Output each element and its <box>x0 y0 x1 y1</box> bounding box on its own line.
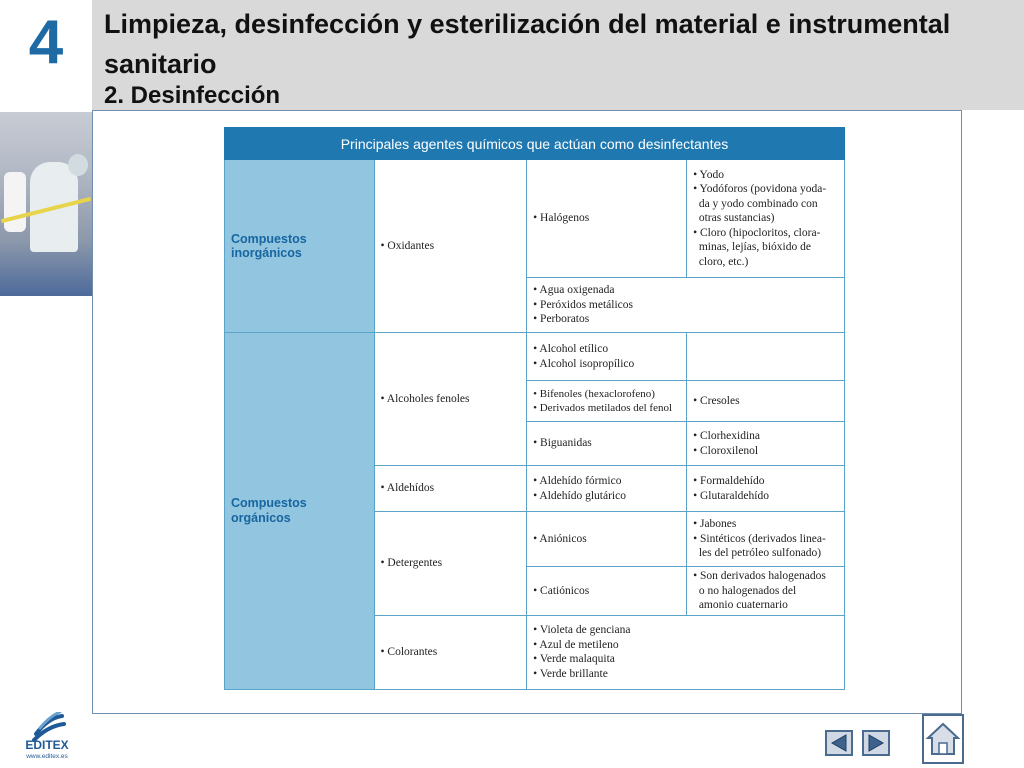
arrow-left-icon <box>827 732 851 754</box>
chapter-box <box>0 0 92 110</box>
group-organic: Compuestos orgánicos <box>225 333 375 690</box>
arrow-right-icon <box>864 732 888 754</box>
group-inorganic: Compuestos inorgánicos <box>225 160 375 333</box>
cell-alcoholes: • Alcohol etílico • Alcohol isopropílico <box>527 333 687 381</box>
home-icon <box>924 716 962 762</box>
cell-aldehidos-detail: • Formaldehído • Glutaraldehído <box>687 466 845 512</box>
photo-pillow <box>4 172 26 232</box>
cell-aldehidos: • Aldehídos <box>374 466 527 512</box>
cell-empty <box>687 333 845 381</box>
cell-bifenoles: • Bifenoles (hexaclorofeno) • Derivados metilados del fenol <box>527 381 687 422</box>
disinfectants-table <box>224 127 845 690</box>
cell-halogenos: • Halógenos <box>527 160 687 278</box>
cell-alcoholes-fenoles: • Alcoholes fenoles <box>374 333 527 466</box>
cell-cresoles: • Cresoles <box>687 381 845 422</box>
prev-button[interactable] <box>825 730 853 756</box>
cell-detergentes: • Detergentes <box>374 512 527 616</box>
cell-cationicos: • Catiónicos <box>527 567 687 616</box>
header-photo <box>0 112 92 296</box>
table-title: Principales agentes químicos que actúan como desinfectantes <box>225 128 845 160</box>
cell-oxidantes: • Oxidantes <box>374 160 527 333</box>
cell-colorantes: • Colorantes <box>374 615 527 689</box>
section-subtitle: 2. Desinfección <box>104 82 281 109</box>
page-title: Limpieza, desinfección y esterilización del material e instrumental sanitario <box>104 9 951 79</box>
photo-head <box>68 154 88 176</box>
chapter-number: 4 <box>28 8 64 77</box>
editex-logo[interactable] <box>18 708 76 766</box>
editex-brand: EDITEX <box>25 738 69 752</box>
cell-cationicos-detail: • Son derivados halogenados o no halogenados del amonio cuaternario <box>687 567 845 616</box>
cell-anionicos-detail: • Jabones • Sintéticos (derivados linea- les del petróleo sulfonado) <box>687 512 845 567</box>
cell-peroxidos: • Agua oxigenada • Peróxidos metálicos • Perboratos <box>527 278 845 333</box>
editex-url: www.editex.es <box>26 753 68 760</box>
next-button[interactable] <box>862 730 890 756</box>
home-button[interactable] <box>922 714 964 764</box>
cell-colorantes-list: • Violeta de genciana • Azul de metileno • Verde malaquita • Verde brillante <box>527 615 845 689</box>
cell-halogenos-detail: • Yodo • Yodóforos (povidona yoda- da y yodo combinado con otras sustancias) • Cloro (hipocloritos, clora- minas, lejías, bióxido de cloro, etc.) <box>687 160 845 278</box>
cell-anionicos: • Aniónicos <box>527 512 687 567</box>
cell-biguanidas-detail: • Clorhexidina • Cloroxilenol <box>687 422 845 466</box>
cell-aldehidos-list: • Aldehído fórmico • Aldehído glutárico <box>527 466 687 512</box>
cell-biguanidas: • Biguanidas <box>527 422 687 466</box>
